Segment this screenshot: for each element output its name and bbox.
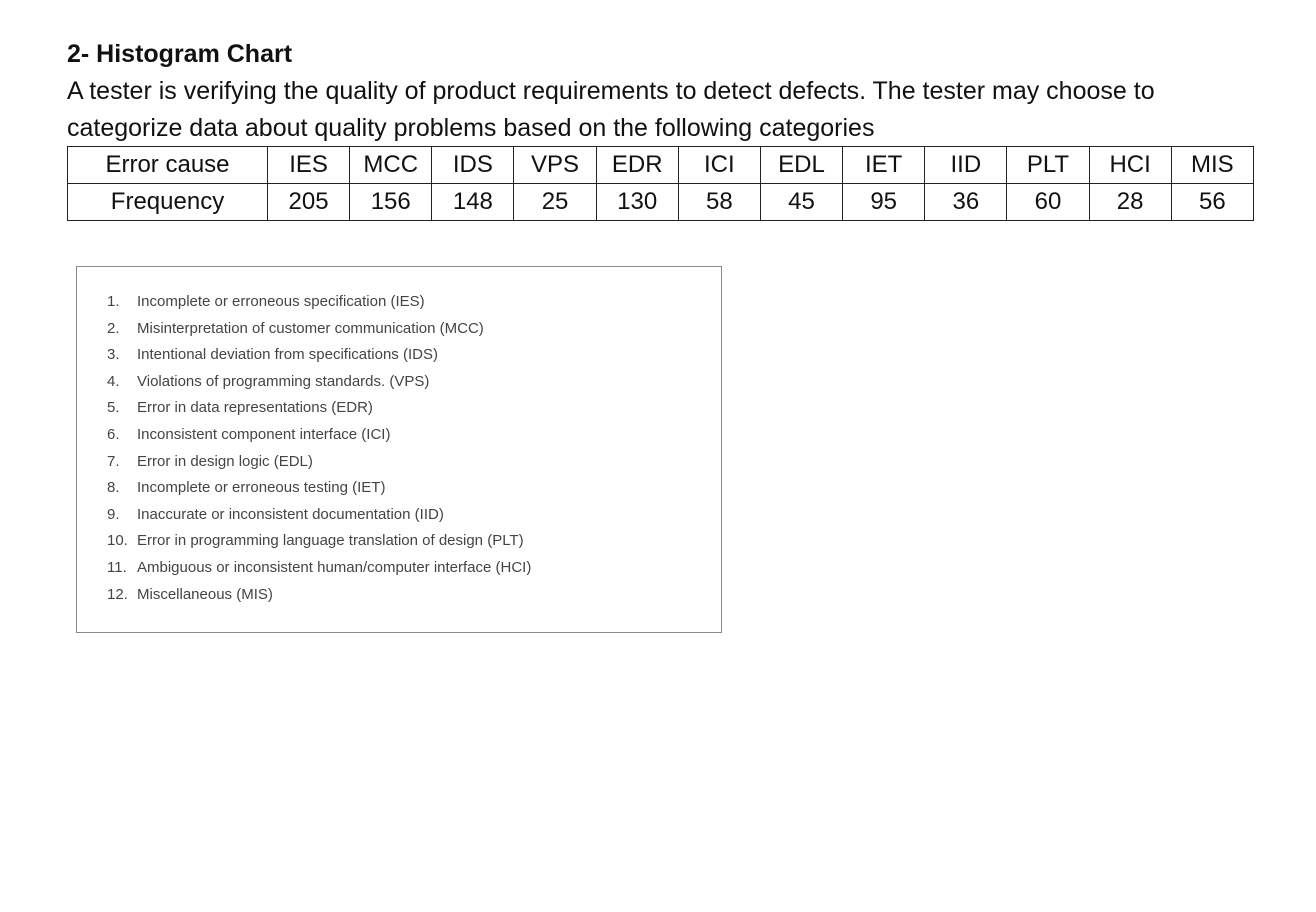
list-number: 4. bbox=[107, 372, 120, 390]
frequency-cell: 130 bbox=[596, 184, 678, 221]
row-label-error-cause: Error cause bbox=[68, 147, 268, 184]
list-number: 6. bbox=[107, 425, 120, 443]
list-text: Inconsistent component interface (ICI) bbox=[137, 425, 391, 443]
cause-cell: ICI bbox=[678, 147, 760, 184]
frequency-cell: 36 bbox=[925, 184, 1007, 221]
frequency-cell: 148 bbox=[432, 184, 514, 221]
list-text: Incomplete or erroneous testing (IET) bbox=[137, 479, 386, 497]
cause-cell: EDR bbox=[596, 147, 678, 184]
frequency-cell: 56 bbox=[1171, 184, 1253, 221]
row-label-frequency: Frequency bbox=[68, 184, 268, 221]
list-item bbox=[107, 342, 531, 369]
list-text: Inaccurate or inconsistent documentation (IID) bbox=[137, 505, 444, 523]
list-text: Misinterpretation of customer communication (MCC) bbox=[137, 319, 484, 337]
frequency-cell: 205 bbox=[268, 184, 350, 221]
frequency-table bbox=[67, 146, 1254, 221]
list-item bbox=[107, 369, 531, 396]
list-number: 9. bbox=[107, 505, 120, 523]
list-number: 12. bbox=[107, 585, 128, 603]
list-item bbox=[107, 316, 531, 343]
list-text: Error in data representations (EDR) bbox=[137, 399, 373, 417]
list-text: Incomplete or erroneous specification (IES) bbox=[137, 293, 425, 310]
list-item bbox=[107, 555, 531, 582]
frequency-cell: 58 bbox=[678, 184, 760, 221]
list-item bbox=[107, 475, 531, 502]
list-text: Miscellaneous (MIS) bbox=[137, 585, 273, 603]
list-number: 1. bbox=[107, 293, 120, 310]
cause-cell: MIS bbox=[1171, 147, 1253, 184]
list-item bbox=[107, 395, 531, 422]
category-list bbox=[107, 289, 531, 608]
list-text: Error in design logic (EDL) bbox=[137, 452, 313, 470]
list-item bbox=[107, 289, 531, 316]
list-number: 7. bbox=[107, 452, 120, 470]
frequency-cell: 25 bbox=[514, 184, 596, 221]
list-text: Error in programming language translation of design (PLT) bbox=[137, 532, 524, 550]
cause-cell: MCC bbox=[350, 147, 432, 184]
cause-cell: IET bbox=[843, 147, 925, 184]
list-text: Violations of programming standards. (VPS) bbox=[137, 372, 430, 390]
frequency-cell: 45 bbox=[760, 184, 842, 221]
list-text: Intentional deviation from specifications (IDS) bbox=[137, 346, 438, 364]
frequency-cell: 60 bbox=[1007, 184, 1089, 221]
table-row-frequency bbox=[68, 184, 1254, 221]
list-number: 10. bbox=[107, 532, 128, 550]
list-number: 8. bbox=[107, 479, 120, 497]
list-text: Ambiguous or inconsistent human/computer interface (HCI) bbox=[137, 558, 532, 576]
section-heading: 2- Histogram Chart bbox=[67, 40, 293, 68]
cause-cell: IID bbox=[925, 147, 1007, 184]
list-number: 2. bbox=[107, 319, 120, 337]
list-number: 5. bbox=[107, 399, 120, 417]
frequency-cell: 95 bbox=[843, 184, 925, 221]
frequency-cell: 28 bbox=[1089, 184, 1171, 221]
list-number: 11. bbox=[107, 558, 127, 576]
frequency-cell: 156 bbox=[350, 184, 432, 221]
cause-cell: PLT bbox=[1007, 147, 1089, 184]
cause-cell: EDL bbox=[760, 147, 842, 184]
list-item bbox=[107, 528, 531, 555]
cause-cell: IDS bbox=[432, 147, 514, 184]
cause-cell: HCI bbox=[1089, 147, 1171, 184]
table-row-error-cause bbox=[68, 147, 1254, 184]
intro-paragraph: A tester is verifying the quality of product requirements to detect defects. The tester may choose to categorize data about quality problems based on the following categories bbox=[67, 77, 1155, 142]
list-item bbox=[107, 449, 531, 476]
list-item bbox=[107, 502, 531, 529]
category-legend-box bbox=[76, 266, 722, 633]
list-item bbox=[107, 582, 531, 609]
cause-cell: IES bbox=[268, 147, 350, 184]
list-item bbox=[107, 422, 531, 449]
cause-cell: VPS bbox=[514, 147, 596, 184]
list-number: 3. bbox=[107, 346, 120, 364]
